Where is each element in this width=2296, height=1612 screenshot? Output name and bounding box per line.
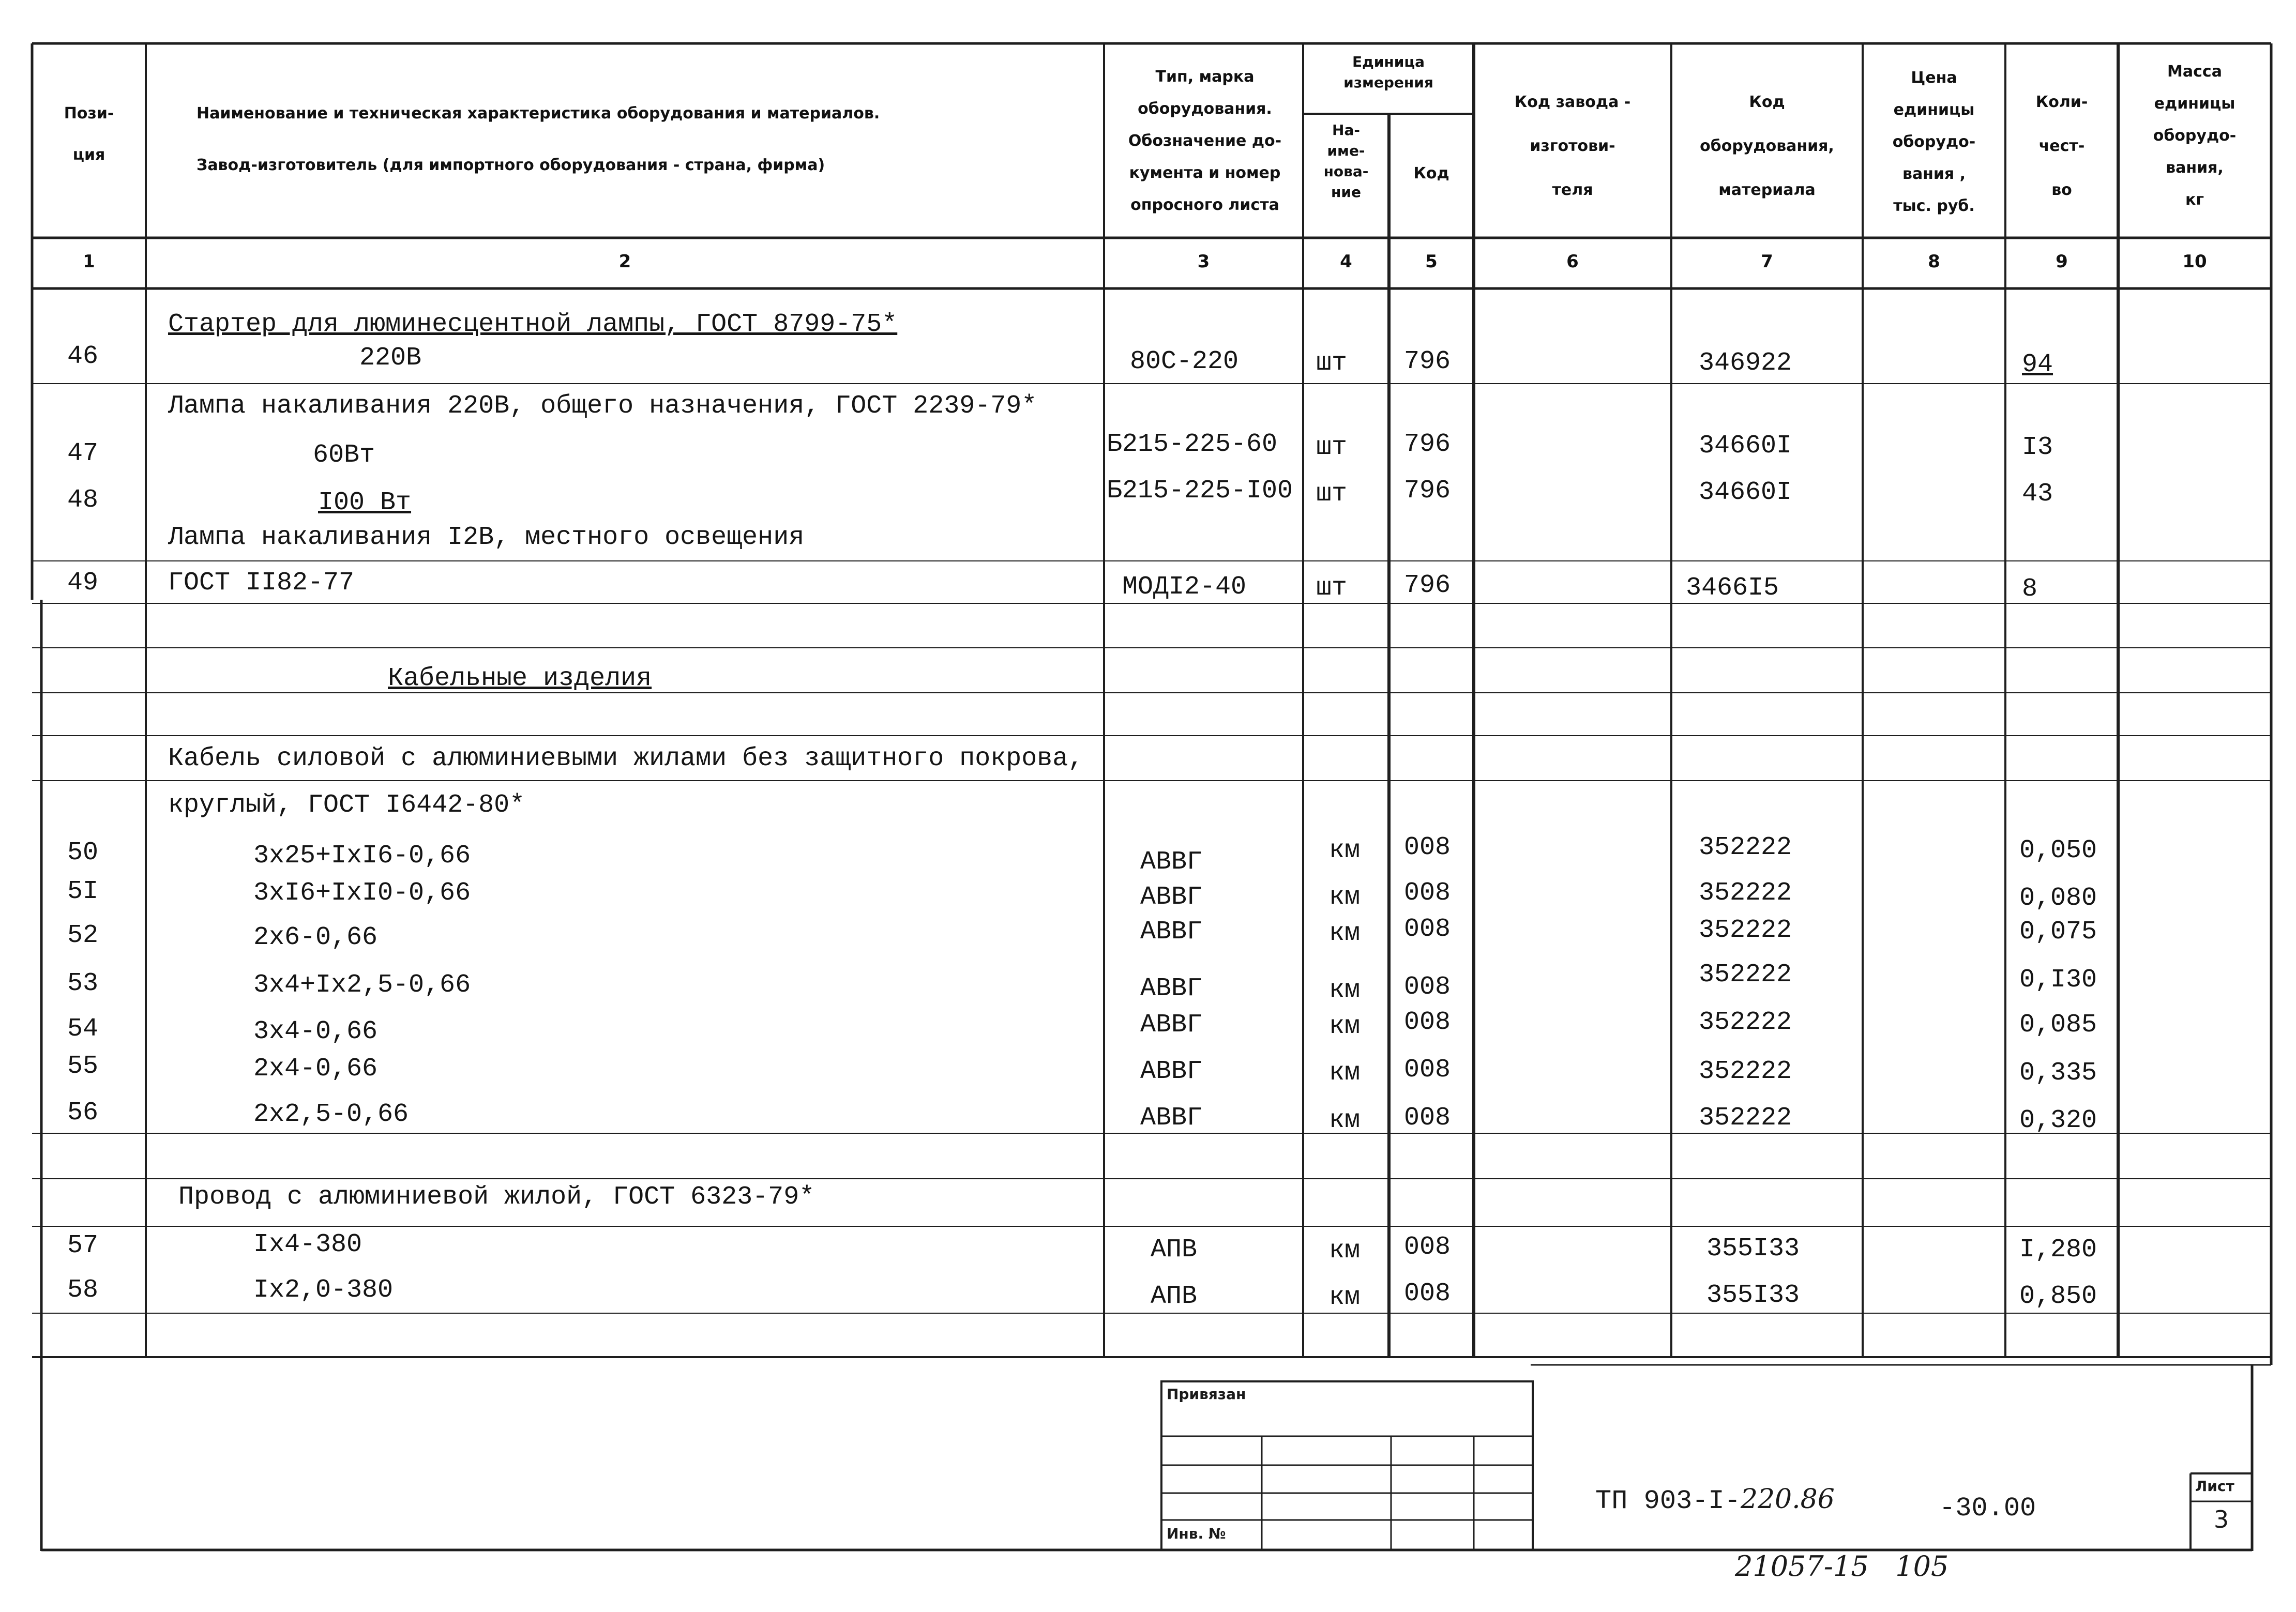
row-material-code: 352222: [1699, 960, 1792, 990]
row-pos: 58: [67, 1275, 99, 1305]
row-unit: км: [1329, 883, 1361, 912]
row-unit: км: [1329, 1283, 1361, 1312]
row-quantity: 0,850: [2019, 1282, 2097, 1311]
row-name: 60Вт: [313, 440, 375, 470]
row-quantity: 8: [2022, 574, 2038, 604]
header-col10: [2118, 56, 2271, 216]
row-code: 008: [1404, 1233, 1451, 1262]
col-number: 2: [618, 251, 631, 272]
row-pos: 46: [67, 342, 99, 371]
header-col2-line: Завод-изготовитель (для импортного оборудования - страна, фирма): [197, 156, 825, 174]
header-col4-line: име-: [1327, 142, 1365, 159]
row-type: АВВГ: [1140, 1057, 1203, 1086]
doc-code-handwritten: 220.86: [1740, 1484, 1835, 1515]
row-code: 008: [1404, 1055, 1451, 1085]
row-unit: км: [1329, 836, 1361, 865]
header-col3-line: опросного листа: [1130, 196, 1279, 214]
header-col5: Код: [1413, 164, 1449, 183]
header-col10-line: оборудо-: [2153, 127, 2237, 145]
row-pos: 54: [67, 1014, 99, 1044]
row-name: I00 Вт: [318, 488, 412, 518]
row-type: АВВГ: [1140, 974, 1203, 1003]
row-type: АПВ: [1151, 1235, 1198, 1265]
row-code: 008: [1404, 972, 1451, 1002]
header-col8: [1863, 62, 2005, 222]
table-row-section-title: круглый, ГОСТ I6442-80*: [168, 790, 525, 820]
row-quantity: 0,085: [2019, 1010, 2097, 1040]
row-unit: км: [1329, 976, 1361, 1005]
header-col8-line: тыс. руб.: [1893, 197, 1975, 215]
row-type: Б215-225-I00: [1107, 476, 1293, 506]
row-type: МОДI2-40: [1122, 572, 1247, 602]
row-type: АВВГ: [1140, 917, 1203, 947]
row-code: 796: [1404, 430, 1451, 459]
table-row-section-title: Кабель силовой с алюминиевыми жилами без защитного покрова,: [168, 744, 1084, 773]
row-quantity: 0,075: [2019, 917, 2097, 947]
col-number: 6: [1566, 251, 1579, 272]
row-material-code: 3466I5: [1686, 573, 1779, 603]
header-col6: [1474, 80, 1671, 212]
row-material-code: 352222: [1699, 1008, 1792, 1037]
row-code: 796: [1404, 476, 1451, 506]
row-name: 2х6-0,66: [253, 923, 378, 952]
row-type: АВВГ: [1140, 1010, 1203, 1040]
row-unit: шт: [1316, 433, 1348, 462]
row-name: ГОСТ II82-77: [168, 568, 355, 598]
header-col10-line: кг: [2185, 191, 2204, 209]
header-col1-line: Пози-: [64, 104, 114, 123]
sheet-label: Лист: [2195, 1478, 2234, 1495]
header-col9-line: чест-: [2038, 137, 2085, 155]
inventory-number-label: Инв. №: [1167, 1525, 1226, 1542]
privyazan-label: Привязан: [1167, 1386, 1246, 1403]
row-name: 3хI6+IхI0-0,66: [253, 878, 471, 908]
row-pos: 55: [67, 1052, 99, 1081]
row-code: 008: [1404, 915, 1451, 944]
row-pos: 50: [67, 838, 99, 868]
header-col8-line: вания ,: [1902, 165, 1966, 183]
row-code: 796: [1404, 347, 1451, 376]
row-name: 2х2,5-0,66: [253, 1100, 409, 1129]
row-type: АВВГ: [1140, 1103, 1203, 1133]
row-code: 008: [1404, 833, 1451, 862]
doc-code-prefix: ТП 903-I-: [1595, 1486, 1741, 1516]
row-quantity: 43: [2022, 479, 2053, 509]
row-unit: км: [1329, 1236, 1361, 1266]
row-quantity: 94: [2022, 350, 2053, 379]
header-col4-line: На-: [1332, 121, 1360, 139]
row-quantity: 0,I30: [2019, 965, 2097, 995]
row-name: 2х4-0,66: [253, 1054, 378, 1084]
row-quantity: 0,320: [2019, 1106, 2097, 1135]
section-heading: Кабельные изделия: [388, 664, 652, 693]
row-material-code: 352222: [1699, 1103, 1792, 1133]
col-number: 10: [2182, 251, 2207, 272]
row-quantity: 0,050: [2019, 836, 2097, 865]
row-material-code: 34660I: [1699, 478, 1792, 507]
header-col1: [32, 93, 146, 176]
row-material-code: 352222: [1699, 1057, 1792, 1086]
col-number: 7: [1761, 251, 1773, 272]
col-number: 5: [1425, 251, 1438, 272]
row-material-code: 352222: [1699, 878, 1792, 908]
row-type: 80С-220: [1130, 347, 1239, 376]
header-col2: [197, 88, 1076, 191]
header-col3-line: оборудования.: [1138, 100, 1272, 118]
header-col2-line: Наименование и техническая характеристика оборудования и материалов.: [197, 104, 880, 123]
row-pos: 5I: [67, 877, 99, 906]
sheet-number: 3: [2213, 1505, 2229, 1533]
row-material-code: 355I33: [1706, 1234, 1800, 1264]
doc-code-suffix: -30.00: [1939, 1493, 2036, 1524]
table-row-section-title: Провод с алюминиевой жилой, ГОСТ 6323-79*: [178, 1182, 815, 1212]
handwritten-footer-number: 21057-15 105: [1735, 1550, 1949, 1583]
header-col3-line: кумента и номер: [1129, 164, 1281, 182]
row-pos: 47: [67, 439, 99, 468]
row-material-code: 346922: [1699, 348, 1792, 378]
header-unit: [1303, 52, 1474, 93]
header-col10-line: вания,: [2166, 159, 2224, 177]
row-unit: км: [1329, 1106, 1361, 1135]
row-type: АВВГ: [1140, 847, 1203, 877]
row-material-code: 355I33: [1706, 1281, 1800, 1310]
header-col7-line: оборудования,: [1700, 137, 1834, 155]
header-col6-line: теля: [1552, 181, 1593, 199]
header-col6-line: изготови-: [1530, 137, 1615, 155]
header-unit-line: измерения: [1343, 74, 1433, 91]
row-unit: км: [1329, 919, 1361, 948]
header-col6-line: Код завода -: [1514, 93, 1631, 111]
row-code: 008: [1404, 1103, 1451, 1133]
row-code: 796: [1404, 571, 1451, 600]
header-col7-line: материала: [1718, 181, 1816, 199]
row-material-code: 34660I: [1699, 431, 1792, 461]
col-number: 4: [1340, 251, 1352, 272]
col-number: 8: [1928, 251, 1940, 272]
row-pos: 53: [67, 969, 99, 998]
header-col10-line: единицы: [2154, 95, 2235, 113]
header-col3-line: Обозначение до-: [1128, 132, 1282, 150]
table-row-section-title: Лампа накаливания 220В, общего назначения, ГОСТ 2239-79*: [168, 391, 1037, 421]
col-number: 3: [1197, 251, 1210, 272]
row-unit: км: [1329, 1058, 1361, 1088]
row-name: 3х4-0,66: [253, 1017, 378, 1046]
row-name: Iх2,0-380: [253, 1275, 394, 1305]
row-unit: шт: [1316, 348, 1348, 378]
header-col4-line: ние: [1331, 184, 1361, 201]
row-material-code: 352222: [1699, 833, 1792, 862]
header-col8-line: оборудо-: [1892, 133, 1976, 151]
row-pos: 57: [67, 1231, 99, 1260]
header-col9: [2005, 80, 2118, 212]
row-type: АПВ: [1151, 1282, 1198, 1311]
row-code: 008: [1404, 1008, 1451, 1037]
row-code: 008: [1404, 878, 1451, 908]
row-material-code: 352222: [1699, 916, 1792, 945]
header-col10-line: Масса: [2167, 63, 2222, 81]
header-col3: [1107, 61, 1303, 221]
row-quantity: I,280: [2019, 1235, 2097, 1265]
header-col8-line: единицы: [1893, 101, 1975, 119]
header-col4-line: нова-: [1323, 163, 1369, 180]
row-pos: 49: [67, 568, 99, 598]
row-name: Iх4-380: [253, 1230, 362, 1259]
row-type: Б215-225-60: [1107, 430, 1278, 459]
row-pos: 48: [67, 485, 99, 515]
row-name: 3х4+Iх2,5-0,66: [253, 970, 471, 1000]
table-row-section-title: Лампа накаливания I2В, местного освещения: [168, 523, 805, 552]
row-unit: шт: [1316, 479, 1348, 509]
header-col7: [1671, 80, 1863, 212]
header-unit-line: Единица: [1352, 53, 1425, 70]
table-row-section-title: Стартер для люминесцентной лампы, ГОСТ 8799-75*: [168, 310, 898, 339]
row-pos: 52: [67, 921, 99, 950]
header-col3-line: Тип, марка: [1155, 68, 1255, 86]
row-code: 008: [1404, 1279, 1451, 1309]
row-name: 3х25+IхI6-0,66: [253, 841, 471, 871]
header-col1-line: ция: [72, 146, 105, 164]
row-type: АВВГ: [1140, 883, 1203, 912]
header-col7-line: Код: [1749, 93, 1785, 111]
row-quantity: I3: [2022, 433, 2053, 462]
col-number: 1: [83, 251, 95, 272]
header-col9-line: во: [2051, 181, 2072, 199]
header-col9-line: Коли-: [2035, 93, 2088, 111]
col-number: 9: [2056, 251, 2068, 272]
row-pos: 56: [67, 1098, 99, 1128]
row-quantity: 0,080: [2019, 884, 2097, 913]
row-name: 220В: [359, 343, 422, 373]
document-code: [1595, 1484, 1835, 1516]
row-unit: км: [1329, 1012, 1361, 1041]
row-quantity: 0,335: [2019, 1058, 2097, 1088]
header-col4: [1303, 120, 1389, 203]
row-unit: шт: [1316, 573, 1348, 603]
header-col8-line: Цена: [1911, 69, 1957, 87]
